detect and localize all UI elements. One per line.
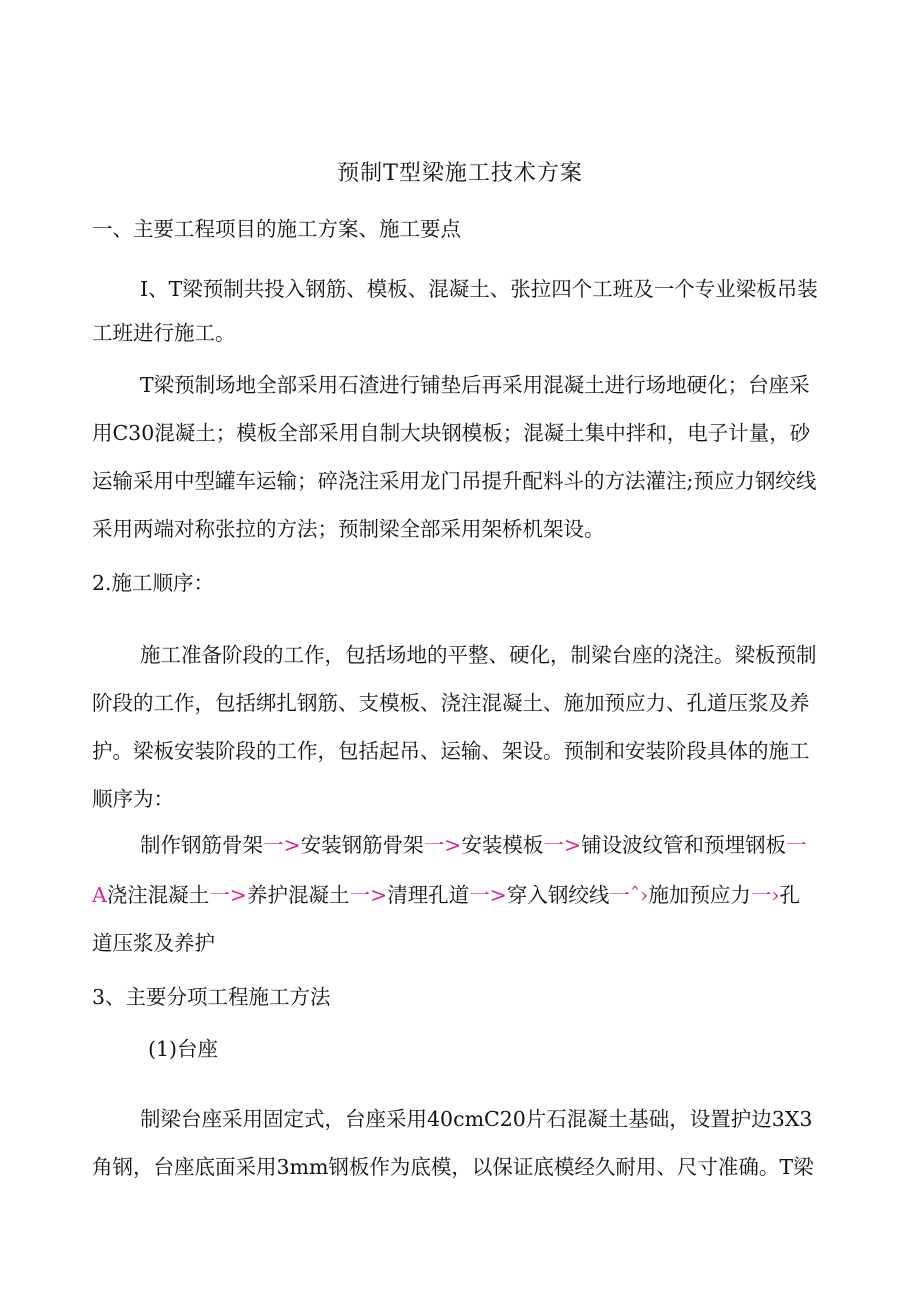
paragraph-3-line-2: 阶段的工作，包括绑扎钢筋、支模板、浇注混凝土、施加预应力、孔道压浆及养 [92,691,810,715]
sequence-step: 施加预应力 [648,883,751,907]
paragraph-1-line-1: I、T梁预制共投入钢筋、模板、混凝土、张拉四个工班及一个专业梁板吊装 [140,277,818,301]
sequence-arrow: 一> [423,833,462,857]
paragraph-3-line-4: 顺序为： [92,787,174,811]
sequence-arrow: 一› [750,883,780,907]
sequence-arrow: 一> [349,883,388,907]
sequence-step: 穿入钢绞线 [506,883,610,907]
sequence-line-2 [92,880,800,910]
sequence-step: 孔 [779,883,801,907]
paragraph-3-line-1: 施工准备阶段的工作，包括场地的平整、硬化，制梁台座的浇注。梁板预制 [140,643,817,667]
sequence-arrow: 一> [263,833,301,857]
paragraph-4-line-1: 制梁台座采用固定式，台座采用40cmC20片石混凝土基础，设置护边3X3 [140,1107,813,1131]
section-heading-2: 2.施工顺序： [92,571,215,595]
subheading-platform: (1)台座 [148,1037,219,1061]
sequence-step: 养护混凝土 [247,883,350,907]
paragraph-2-line-1: T梁预制场地全部采用石渣进行铺垫后再采用混凝土进行场地硬化；台座采 [140,373,810,397]
sequence-arrow: 一> [209,883,247,907]
sequence-line-3: 道压浆及养护 [92,931,215,955]
paragraph-4-line-2: 角钢，台座底面采用3mm钢板作为底模，以保证底模经久耐用、尺寸准确。T梁 [92,1155,814,1179]
paragraph-2-line-2: 用C30混凝土；模板全部采用自制大块钢模板；混凝土集中拌和，电子计量，砂 [92,421,811,445]
sequence-step: 铺设波纹管和预埋钢板 [581,833,787,857]
sequence-step: 安装钢筋骨架 [300,833,424,857]
sequence-line-1 [140,830,807,860]
sequence-arrow: 一 [786,833,807,857]
paragraph-3-line-3: 护。梁板安装阶段的工作，包括起吊、运输、架设。预制和安装阶段具体的施工 [92,739,810,763]
sequence-arrow: 一ˆ› [609,883,649,907]
sequence-arrow: 一> [469,883,507,907]
document-title: 预制T型梁施工技术方案 [337,161,583,186]
sequence-arrow: 一> [543,833,582,857]
sequence-arrow: A [92,883,107,907]
paragraph-1-line-2: 工班进行施工。 [92,321,236,345]
sequence-step: 浇注混凝土 [106,883,210,907]
section-heading-1: 一、主要工程项目的施工方案、施工要点 [92,217,461,241]
sequence-step: 制作钢筋骨架 [140,833,263,857]
paragraph-2-line-3: 运输采用中型罐车运输；碎浇注采用龙门吊提升配料斗的方法灌注;预应力钢绞线 [92,469,817,493]
sequence-step: 清理孔道 [387,883,470,907]
sequence-step: 安装模板 [461,833,544,857]
paragraph-2-line-4: 采用两端对称张拉的方法；预制梁全部采用架桥机架设。 [92,517,605,541]
section-heading-3: 3、主要分项工程施工方法 [92,985,331,1009]
